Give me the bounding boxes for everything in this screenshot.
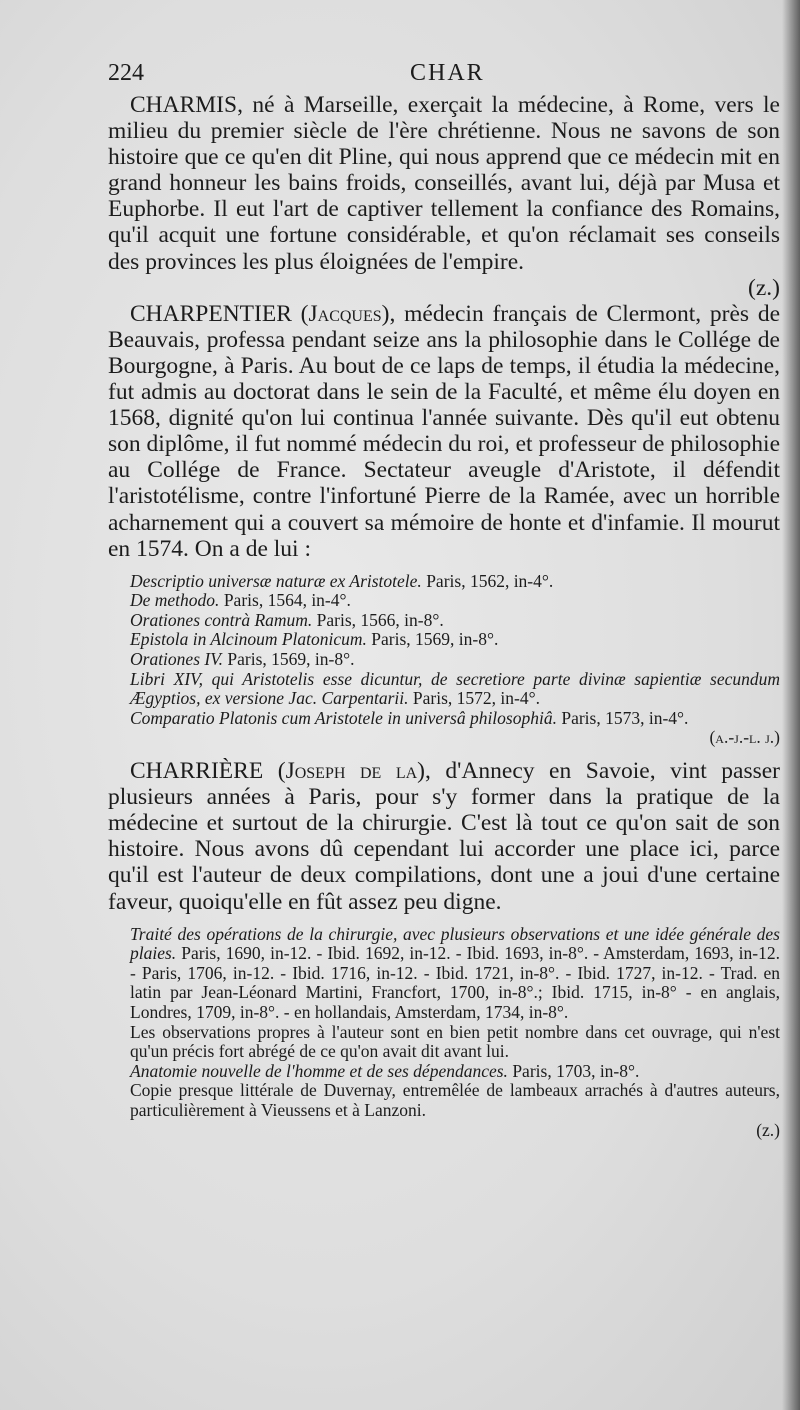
work-item [130,709,780,748]
work-details: Paris, 1573, in-4°. [556,707,689,728]
work-details: Paris, 1566, in-8°. [312,609,444,630]
work-title: Orationes contrà Ramum. [130,609,313,630]
entry-author: (z.) [756,1119,780,1140]
page-text [108,92,780,1140]
work-item [130,650,780,670]
running-title: CHAR [410,60,485,86]
work-title: Traité des opérations de la chirurgie, avec plusieurs observations et une idée générale des plaies. [130,923,780,964]
works-list-charpentier [108,572,780,748]
work-details: Paris, 1572, in-4°. [408,688,540,709]
entry-author-wrapper [130,1121,780,1141]
work-title: Descriptio universæ naturæ ex Aristotele. [130,570,422,591]
work-title: Anatomie nouvelle de l'homme et de ses dépendances. [130,1060,508,1081]
entry-name: CHARRIÈRE [130,758,264,785]
entry-name: CHARPENTIER [130,300,292,327]
entry-forename: Joseph de la [285,758,418,785]
entry-charmis [108,92,780,301]
entry-charriere: CHARRIÈRE (Joseph de la), d'Annecy en Savoie, vint passer plusieurs années à Paris, pour s'y former dans la pratique de la médecine et surtout de la chirurgie. C'est là tout ce qu'on sait de son histoire. Nous avons dû cependant lui accorder une place ici, parce qu'il est l'auteur de deux compilations, dont une a joui d'une certaine faveur, quoiqu'elle en fût assez peu digne. [108,758,781,915]
work-title: Comparatio Platonis cum Aristotele in universâ philosophiâ. [130,707,557,728]
work-details: Paris, 1690, in-12. - Ibid. 1692, in-12. - Ibid. 1693, in-8°. - Amsterdam, 1693, in-12. - Paris, 1706, in-12. - Ibid. 1716, in-12. - Ibid. 1721, in-8°. - Ibid. 1727, in-12. - Trad. en latin par Jean-Léonard Martini, Francfort, 1700, in-8°.; Ibid. 1715, in-8° - en anglais, Londres, 1709, in-8°. - en hollandais, Amsterdam, 1734, in-8°. [130,943,780,1022]
entry-text: , d'Annecy en Savoie, vint passer plusieurs années à Paris, pour s'y former dans la pratique de la médecine et surtout de la chirurgie. C'est là tout ce qu'on sait de son histoire. Nous avons dû cependant lui accorder une place ici, parce qu'il est l'auteur de deux compilations, dont une a joui d'une certaine faveur, quoiqu'elle en fût assez peu digne. [108,758,781,915]
page-gutter-shadow [782,0,800,1410]
work-title: Libri XIV, qui Aristotelis esse dicuntur, de secretiore parte divinæ sapientiæ secundum Ægyptios, ex versione Jac. Carpentarii. [130,668,780,709]
work-details: Paris, 1564, in-4°. [219,590,351,611]
entry-name: CHARMIS [130,92,238,118]
work-item [130,630,780,650]
work-comment: Les observations propres à l'auteur sont en bien petit nombre dans cet ouvrage, qui n'est qu'un précis fort abrégé de ce qu'on avait dit avant lui. [130,1021,780,1062]
work-item [130,611,780,631]
work-item [130,572,780,592]
work-item [130,591,780,611]
entry-author: (z.) [748,274,780,301]
work-details: Paris, 1562, in-4°. [421,570,554,591]
work-details: Paris, 1703, in-8°. [507,1060,640,1081]
entry-forename: Jacques [308,300,382,327]
works-list-charriere [108,925,780,1141]
entry-author: (a.-j.-l. j.) [709,727,780,748]
page-number: 224 [108,60,144,86]
work-title: De methodo. [130,590,220,611]
work-title: Epistola in Alcinoum Platonicum. [130,629,367,650]
work-details: Paris, 1569, in-8°. [223,649,355,670]
work-item [130,670,780,709]
running-head [108,60,760,92]
work-item [130,925,780,1023]
work-comment: Copie presque littérale de Duvernay, entremêlée de lambeaux arrachés à d'autres auteurs, particulièrement à Vieussens et à Lanzoni. [130,1080,780,1120]
entry-text: , né à Marseille, exerçait la médecine, à Rome, vers le milieu du premier siècle de l'ère chrétienne. Nous ne savons de son histoire que ce qu'en dit Pline, qui nous apprend que ce médecin mit en grand honneur les bains froids, conseillés, avant lui, déjà par Musa et Euphorbe. Il eut l'art de captiver tellement la confiance des Romains, qu'il acquit une fortune considérable, et qu'on réclamait ses conseils des provinces les plus éloignées de l'empire. [108,92,780,275]
entry-text: , médecin français de Clermont, près de Beauvais, professa pendant seize ans la philosophie dans le Collége de Bourgogne, à Paris. Au bout de ce laps de temps, il étudia la médecine, fut admis au doctorat dans le sein de la Faculté, et même élu doyen en 1568, dignité qu'on lui continua l'année suivante. Dès qu'il eut obtenu son diplôme, il fut nommé médecin du roi, et professeur de philosophie au Collége de France. Sectateur aveugle d'Aristote, il défendit l'aristotélisme, contre l'infortuné Pierre de la Ramée, avec un horrible acharnement qui a couvert sa mémoire de honte et d'infamie. Il mourut en 1574. On a de lui : [108,300,781,562]
work-details: Paris, 1569, in-8°. [366,629,499,650]
work-item [130,1062,780,1082]
work-title: Orationes IV. [130,649,224,670]
entry-charpentier: CHARPENTIER (Jacques), médecin français de Clermont, près de Beauvais, professa pendant seize ans la philosophie dans le Collége de Bourgogne, à Paris. Au bout de ce laps de temps, il étudia la médecine, fut admis au doctorat dans le sein de la Faculté, et même élu doyen en 1568, dignité qu'on lui continua l'année suivante. Dès qu'il eut obtenu son diplôme, il fut nommé médecin du roi, et professeur de philosophie au Collége de France. Sectateur aveugle d'Aristote, il défendit l'aristotélisme, contre l'infortuné Pierre de la Ramée, avec un horrible acharnement qui a couvert sa mémoire de honte et d'infamie. Il mourut en 1574. On a de lui : [108,300,781,562]
